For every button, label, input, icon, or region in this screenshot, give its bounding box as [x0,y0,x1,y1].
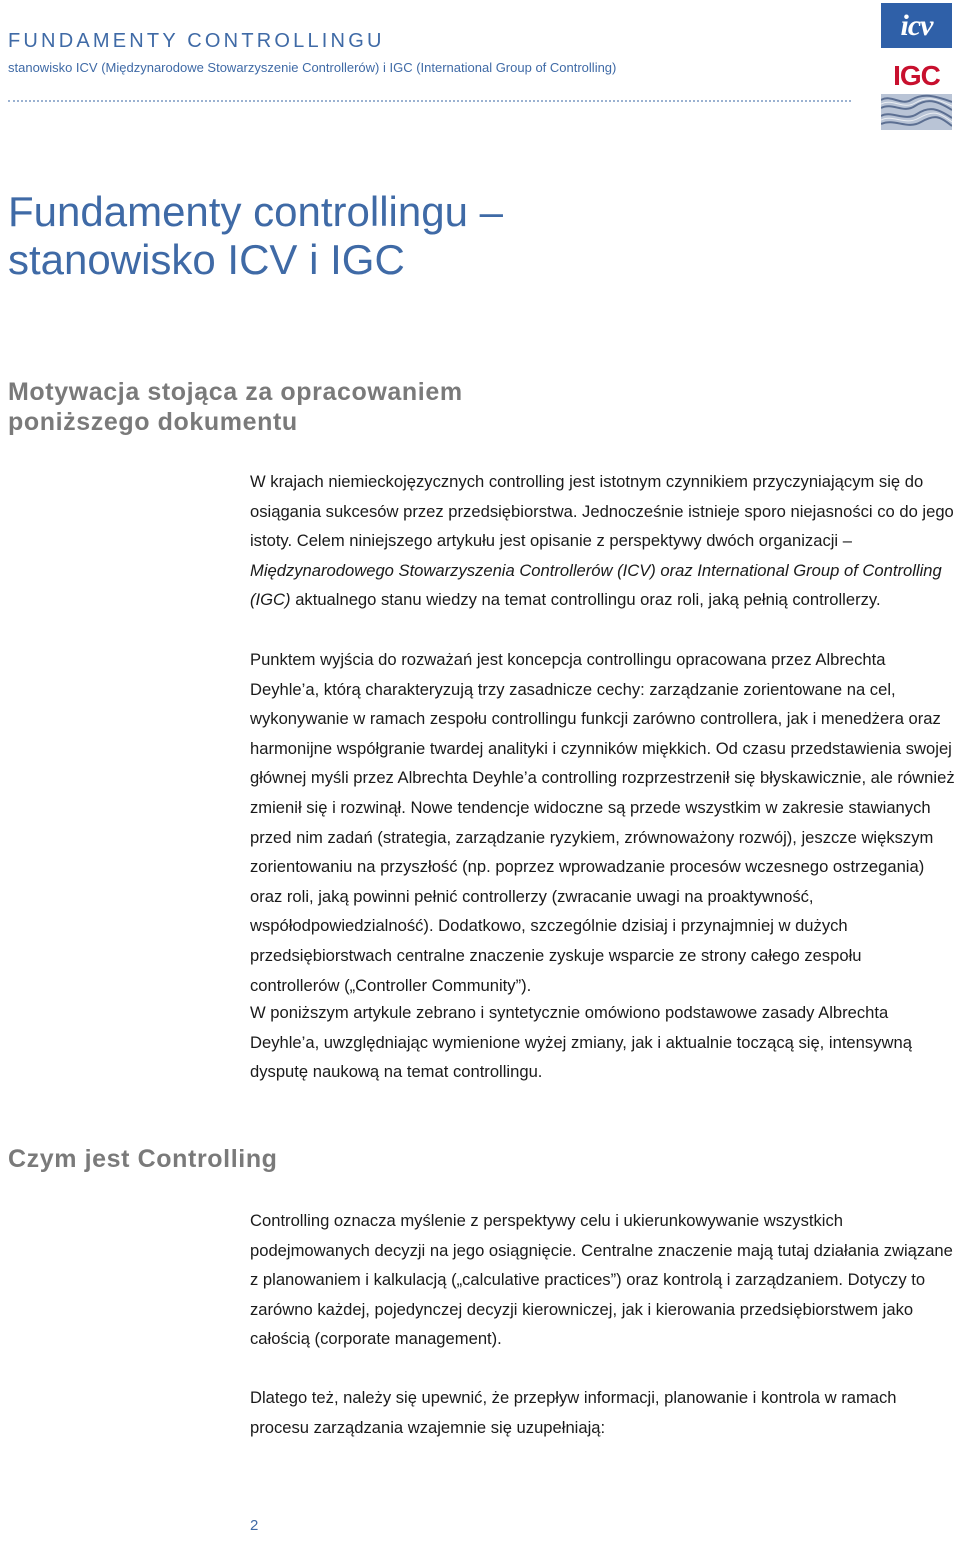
header-subtitle: stanowisko ICV (Międzynarodowe Stowarzyszenie Controllerów) i IGC (International Group of Controlling) [8,60,617,75]
page-title-line1: Fundamenty controllingu – [8,188,503,235]
motivation-paragraph-3: W poniższym artykule zebrano i syntetycznie omówiono podstawowe zasady Albrechta Deyhle’a, uwzględniając wymienione wyżej zmiany, jak i aktualnie toczącą się, intensywną dysputę naukową na temat controllingu. [250,1003,912,1082]
section-heading-motivation-line2: poniższego dokumentu [8,408,298,436]
page-title-line2: stanowisko ICV i IGC [8,236,405,283]
header-dotted-divider [8,100,851,102]
section-heading-czym: Czym jest Controlling [8,1145,278,1173]
igc-logo-text: IGC [893,60,940,91]
motivation-paragraph-2: Punktem wyjścia do rozważań jest koncepcja controllingu opracowana przez Albrechta Deyhle’a, którą charakteryzują trzy zasadnicze cechy: zarządzanie zorientowane na cel, wykonywanie w ramach zespołu controllingu funkcji zarówno controllera, jak i menedżera oraz harmonijne współgranie twardej analityki i czynników miękkich. Od czasu przedstawienia swojej głównej myśli przez Albrechta Deyhle’a controlling rozprzestrzenił się błyskawicznie, ale również zmienił się i rozwinął. Nowe tendencje widoczne są przede wszystkim w zakresie stawianych przed nim zadań (strategia, zarządzanie ryzykiem, zrównoważony rozwój), jeszcze większym zorientowaniu na przyszłość (np. poprzez wprowadzanie procesów wczesnego ostrzegania) oraz roli, jaką powinni pełnić controllerzy (zwracanie uwagi na proaktywność, współodpowiedzialność). Dodatkowo, szczególnie dzisiaj i przynajmniej w dużych przedsiębiorstwach centralne znaczenie zyskuje wsparcie ze strony całego zespołu controllerów („Controller Community”). [250,650,955,995]
motivation-paragraph-1-text-a: W krajach niemieckojęzycznych controlling jest istotnym czynnikiem przyczyniającym się do osiągania sukcesów przez przedsiębiorstwa. Jednocześnie istnieje sporo niejasności co do jego istoty. Celem niniejszego artykułu jest opisanie z perspektywy dwóch organizacji – [250,472,954,551]
page-title [8,188,503,284]
icv-logo-text: icv [900,8,933,42]
rope-pattern-icon [881,94,952,130]
motivation-paragraph-1-text-b: aktualnego stanu wiedzy na temat controllingu oraz roli, jaką pełnią controllerzy. [295,590,881,610]
motivation-paragraph-1-italic: Międzynarodowego Stowarzyszenia Controllerów (ICV) oraz International Group of Controlling (IGC) [250,560,942,610]
section-heading-motivation [8,377,463,437]
motivation-paragraph-1 [250,467,955,615]
igc-logo [881,58,952,130]
czym-paragraph-1: Controlling oznacza myślenie z perspektywy celu i ukierunkowywanie wszystkich podejmowanych decyzji na jego osiągnięcie. Centralne znaczenie mają tutaj działania związane z planowaniem i kalkulacją („calculative practices”) oraz kontrolą i zarządzaniem. Dotyczy to zarówno każdej, pojedynczej decyzji kierowniczej, jak i kierowania przedsiębiorstwem jako całością (corporate management). [250,1211,953,1349]
czym-paragraph-2: Dlatego też, należy się upewnić, że przepływ informacji, planowanie i kontrola w ramach procesu zarządzania wzajemnie się uzupełniają: [250,1388,897,1437]
icv-logo [881,3,952,48]
page-number: 2 [250,1517,259,1534]
header-kicker: FUNDAMENTY CONTROLLINGU [8,30,385,52]
section-heading-motivation-line1: Motywacja stojąca za opracowaniem [8,378,463,406]
